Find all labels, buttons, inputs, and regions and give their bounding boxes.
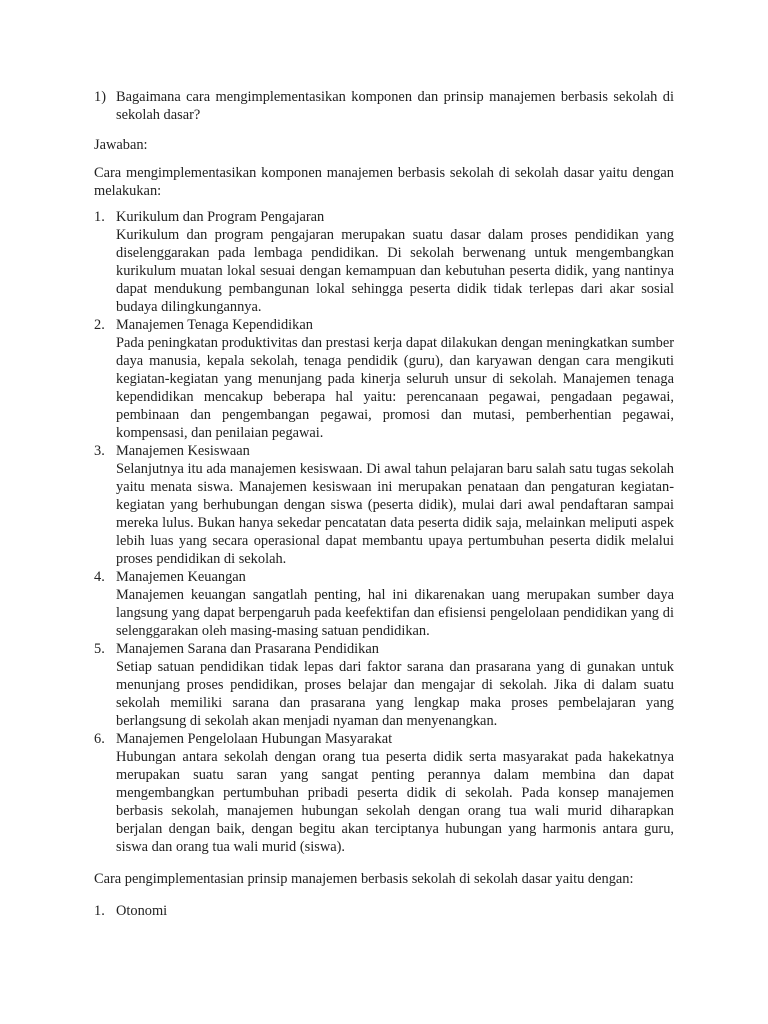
list-item-title: Otonomi — [116, 903, 168, 919]
principles-intro: Cara pengimplementasian prinsip manajemen berbasis sekolah di sekolah dasar yaitu dengan: — [94, 871, 634, 887]
answer-label: Jawaban: — [94, 137, 148, 153]
list-item-title: Manajemen Sarana dan Prasarana Pendidikan — [116, 641, 379, 657]
list-item-number: 5. — [94, 641, 105, 657]
list-item-number: 1. — [94, 209, 105, 225]
list-item — [94, 568, 674, 640]
list-item-title: Manajemen Pengelolaan Hubungan Masyarakat — [116, 731, 393, 747]
list-item-number: 3. — [94, 443, 105, 459]
question-text: Bagaimana cara mengimplementasikan komponen dan prinsip manajemen berbasis sekolah di sekolah dasar? — [116, 89, 674, 123]
list-item — [94, 208, 674, 316]
list-item-text: Setiap satuan pendidikan tidak lepas dari faktor sarana dan prasarana yang di gunakan untuk menunjang proses pendidikan, proses belajar dan mengajar di sekolah. Jika di dalam suatu sekolah memiliki sarana dan prasarana yang lengkap maka proses pembelajaran yang berlangsung di sekolah akan menjadi nyaman dan menyenangkan. — [116, 659, 674, 729]
list-item — [94, 730, 674, 856]
list-item — [94, 902, 674, 920]
question — [94, 88, 674, 124]
principle-list — [94, 902, 674, 920]
intro-paragraph: Cara mengimplementasikan komponen manajemen berbasis sekolah di sekolah dasar yaitu dengan melakukan: — [94, 165, 674, 199]
list-item-text: Selanjutnya itu ada manajemen kesiswaan. Di awal tahun pelajaran baru salah satu tugas sekolah yaitu menata siswa. Manajemen kesiswaan ini merupakan penataan dan pengaturan kegiatan-kegiatan yang berhubungan dengan siswa (peserta didik), mulai dari awal pendaftaran sampai mereka lulus. Bukan hanya sekedar pencatatan data peserta didik saja, melainkan meliputi aspek lebih luas yang secara operasional dapat membantu upaya pertumbuhan peserta didik melalui proses pendidikan di sekolah. — [116, 461, 674, 567]
list-item-title: Manajemen Kesiswaan — [116, 443, 250, 459]
question-number: 1) — [94, 89, 106, 105]
list-item-text: Hubungan antara sekolah dengan orang tua peserta didik serta masyarakat pada hakekatnya merupakan suatu saran yang sangat penting perannya dalam membina dan dapat mengembangkan pertumbuhan pribadi peserta didik di sekolah. Pada konsep manajemen berbasis sekolah, manajemen hubungan sekolah dengan orang tua wali murid diharapkan berjalan dengan baik, dengan begitu akan terciptanya hubungan yang harmonis antara guru, siswa dan orang tua wali murid (siswa). — [116, 749, 674, 855]
list-item-number: 2. — [94, 317, 105, 333]
list-item-text: Kurikulum dan program pengajaran merupakan suatu dasar dalam proses pendidikan yang diselenggarakan pada lembaga pendidikan. Di sekolah berwenang untuk mengembangkan kurikulum muatan lokal sesuai dengan kemampuan dan kebutuhan peserta didik, yang nantinya dapat mendukung pembangunan lokal sehingga peserta didik tidak terlepas dari akar sosial budaya dilingkungannya. — [116, 227, 674, 315]
list-item-title: Kurikulum dan Program Pengajaran — [116, 209, 325, 225]
list-item-title: Manajemen Keuangan — [116, 569, 246, 585]
list-item-number: 1. — [94, 903, 105, 919]
list-item-text: Pada peningkatan produktivitas dan prestasi kerja dapat dilakukan dengan meningkatkan sumber daya manusia, kepala sekolah, tenaga pendidik (guru), dan karyawan dengan cara mengikuti kegiatan-kegiatan yang menunjang pada kinerja seluruh unsur di sekolah. Manajemen tenaga kependidikan mencakup beberapa hal yaitu: perencanaan pegawai, pengadaan pegawai, pembinaan dan pengembangan pegawai, promosi dan mutasi, pemberhentian pegawai, kompensasi, dan penilaian pegawai. — [116, 335, 674, 441]
list-item — [94, 442, 674, 568]
list-item-text: Manajemen keuangan sangatlah penting, hal ini dikarenakan uang merupakan sumber daya langsung yang dapat berpengaruh pada keefektifan dan efisiensi pengelolaan pendidikan yang di selenggarakan oleh masing-masing satuan pendidikan. — [116, 587, 674, 639]
list-item — [94, 316, 674, 442]
component-list — [94, 208, 674, 856]
list-item-number: 4. — [94, 569, 105, 585]
list-item — [94, 640, 674, 730]
list-item-title: Manajemen Tenaga Kependidikan — [116, 317, 313, 333]
list-item-number: 6. — [94, 731, 105, 747]
